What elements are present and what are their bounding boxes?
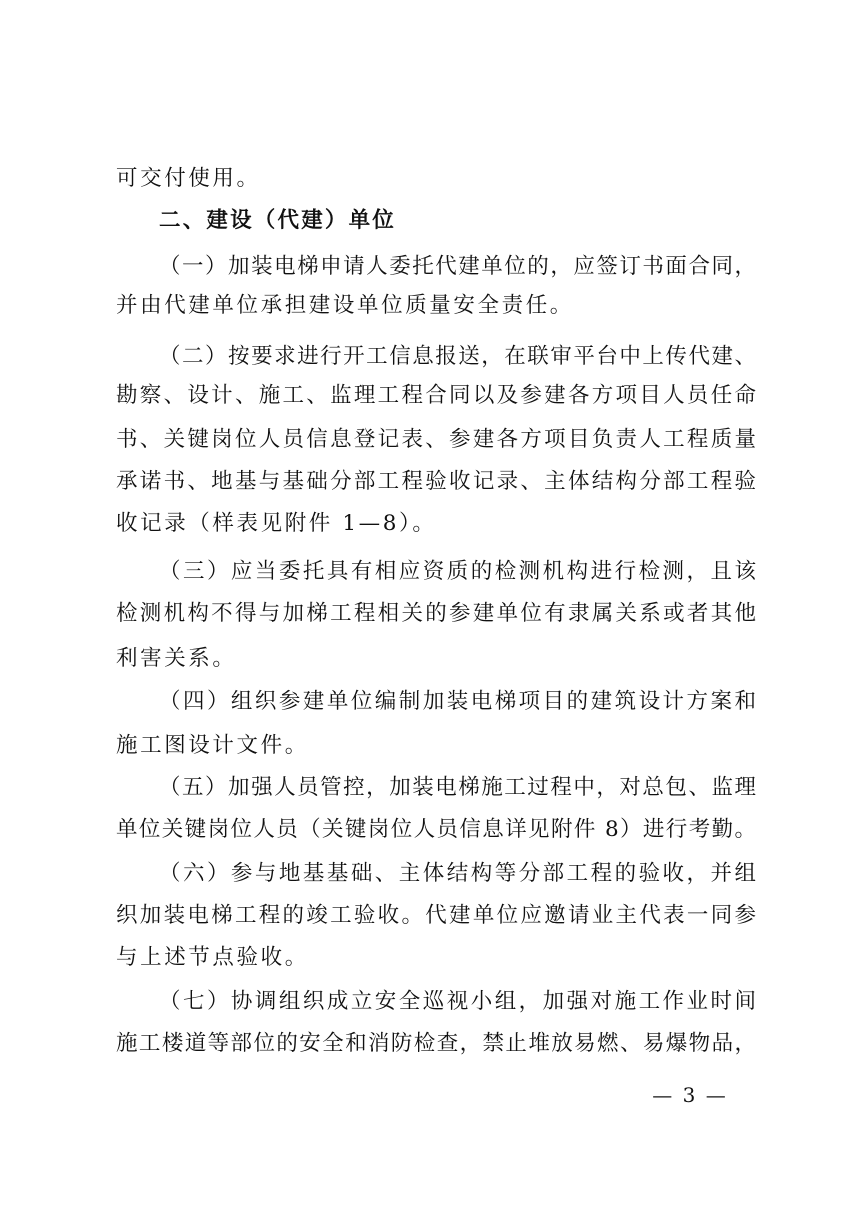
section-heading: 二、建设（代建）单位: [159, 208, 397, 233]
paragraph-2-line-2: 勘察、设计、施工、监理工程合同以及参建各方项目人员任命: [116, 383, 756, 408]
paragraph-1-line-1: （一）加装电梯申请人委托代建单位的，应签订书面合同，: [159, 254, 756, 279]
paragraph-5-line-1: （五）加强人员管控，加装电梯施工过程中，对总包、监理: [159, 775, 756, 800]
paragraph-6-line-2: 织加装电梯工程的竣工验收。代建单位应邀请业主代表一同参: [116, 903, 756, 928]
paragraph-7-line-1: （七）协调组织成立安全巡视小组，加强对施工作业时间: [159, 989, 756, 1014]
paragraph-7-line-2: 施工楼道等部位的安全和消防检查，禁止堆放易燃、易爆物品，: [116, 1031, 756, 1056]
paragraph-4-line-2: 施工图设计文件。: [116, 733, 309, 758]
text-line-1: 可交付使用。: [116, 166, 261, 191]
paragraph-5-line-2: 单位关键岗位人员（关键岗位人员信息详见附件 8）进行考勤。: [116, 817, 756, 842]
paragraph-2-line-4: 承诺书、地基与基础分部工程验收记录、主体结构分部工程验: [116, 469, 756, 494]
paragraph-2-line-1: （二）按要求进行开工信息报送，在联审平台中上传代建、: [159, 344, 756, 369]
page-number: — 3 —: [652, 1083, 728, 1107]
paragraph-6-line-1: （六）参与地基基础、主体结构等分部工程的验收，并组: [159, 861, 756, 886]
paragraph-3-line-2: 检测机构不得与加梯工程相关的参建单位有隶属关系或者其他: [116, 601, 756, 626]
paragraph-1-line-2: 并由代建单位承担建设单位质量安全责任。: [116, 293, 574, 318]
paragraph-2-line-3: 书、关键岗位人员信息登记表、参建各方项目负责人工程质量: [116, 427, 756, 452]
paragraph-3-line-3: 利害关系。: [116, 646, 237, 671]
paragraph-4-line-1: （四）组织参建单位编制加装电梯项目的建筑设计方案和: [159, 689, 756, 714]
paragraph-6-line-3: 与上述节点验收。: [116, 945, 309, 970]
paragraph-2-line-5: 收记录（样表见附件 1—8）。: [116, 511, 437, 536]
paragraph-3-line-1: （三）应当委托具有相应资质的检测机构进行检测，且该: [159, 559, 756, 584]
